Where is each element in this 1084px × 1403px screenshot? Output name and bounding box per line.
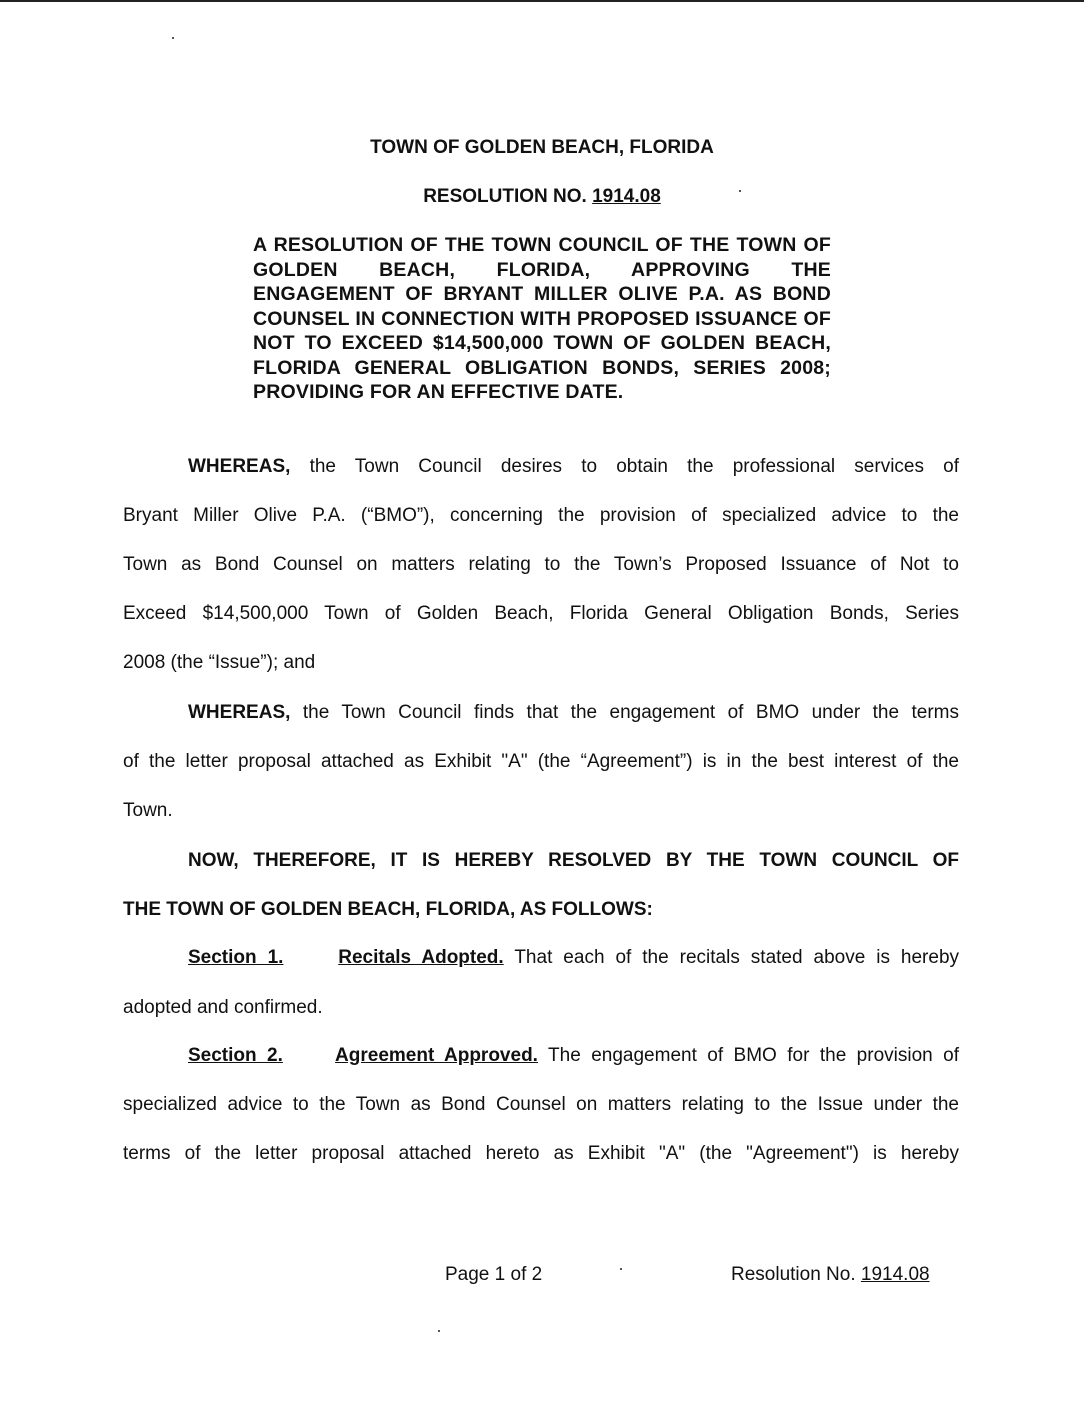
whereas1-line2: Bryant Miller Olive P.A. (“BMO”), concerning the provision of specialized advice to the: [123, 505, 959, 526]
resolution-heading: [0, 186, 1084, 208]
scan-speck: [438, 1330, 440, 1332]
page-number: Page 1 of 2: [445, 1264, 543, 1285]
section2-heading: Agreement Approved.: [335, 1045, 538, 1066]
resolution-label: RESOLUTION NO.: [423, 186, 587, 207]
whereas2-line1: [188, 702, 959, 724]
whereas2-text: the Town Council finds that the engagement of BMO under the terms: [302, 702, 960, 723]
section1-line2: adopted and confirmed.: [123, 997, 323, 1018]
whereas-lead: WHEREAS,: [188, 456, 291, 477]
footer-resolution-label: Resolution No.: [731, 1264, 856, 1285]
whereas1-line3: Town as Bond Counsel on matters relating to the Town’s Proposed Issuance of Not to: [123, 554, 959, 575]
scan-top-border: [0, 0, 1084, 2]
resolved-line1: NOW, THEREFORE, IT IS HEREBY RESOLVED BY THE TOWN COUNCIL OF: [188, 850, 959, 871]
section1-heading: Recitals Adopted.: [338, 947, 504, 968]
resolution-abstract: A RESOLUTION OF THE TOWN COUNCIL OF THE TOWN OF GOLDEN BEACH, FLORIDA, APPROVING THE ENGAGEMENT OF BRYANT MILLER OLIVE P.A. AS BOND COUNSEL IN CONNECTION WITH PROPOSED ISSUANCE OF NOT TO EXCEED $14,500,000 TOWN OF GOLDEN BEACH, FLORIDA GENERAL OBLIGATION BONDS, SERIES 2008; PROVIDING FOR AN EFFECTIVE DATE.: [253, 234, 831, 403]
section1-text: That each of the recitals stated above is hereby: [514, 947, 960, 968]
whereas1-text: the Town Council desires to obtain the professional services of: [309, 456, 959, 477]
section2-line2: specialized advice to the Town as Bond Counsel on matters relating to the Issue under the: [123, 1094, 959, 1115]
whereas1-line5: 2008 (the “Issue”); and: [123, 652, 316, 673]
resolved-line2: THE TOWN OF GOLDEN BEACH, FLORIDA, AS FOLLOWS:: [123, 899, 653, 920]
whereas2-line3: Town.: [123, 800, 173, 821]
footer-resolution: [731, 1264, 930, 1286]
resolution-number: 1914.08: [592, 186, 661, 207]
footer-resolution-number: 1914.08: [860, 1264, 930, 1285]
section2-line1: [188, 1045, 959, 1067]
whereas1-line1: [188, 456, 959, 478]
whereas2-line2: of the letter proposal attached as Exhibit "A" (the “Agreement”) is in the best interest of the: [123, 751, 959, 772]
section2-text: The engagement of BMO for the provision of: [548, 1045, 959, 1066]
section2-label: Section 2.: [188, 1045, 283, 1066]
scan-speck: [172, 37, 174, 39]
scan-speck: [620, 1268, 622, 1270]
town-title: TOWN OF GOLDEN BEACH, FLORIDA: [370, 137, 714, 158]
whereas-lead: WHEREAS,: [188, 702, 291, 723]
section2-line3: terms of the letter proposal attached hereto as Exhibit "A" (the "Agreement") is hereby: [123, 1143, 959, 1164]
section1-label: Section 1.: [188, 947, 284, 968]
whereas1-line4: Exceed $14,500,000 Town of Golden Beach, Florida General Obligation Bonds, Series: [123, 603, 959, 624]
section1-line1: [188, 947, 959, 969]
